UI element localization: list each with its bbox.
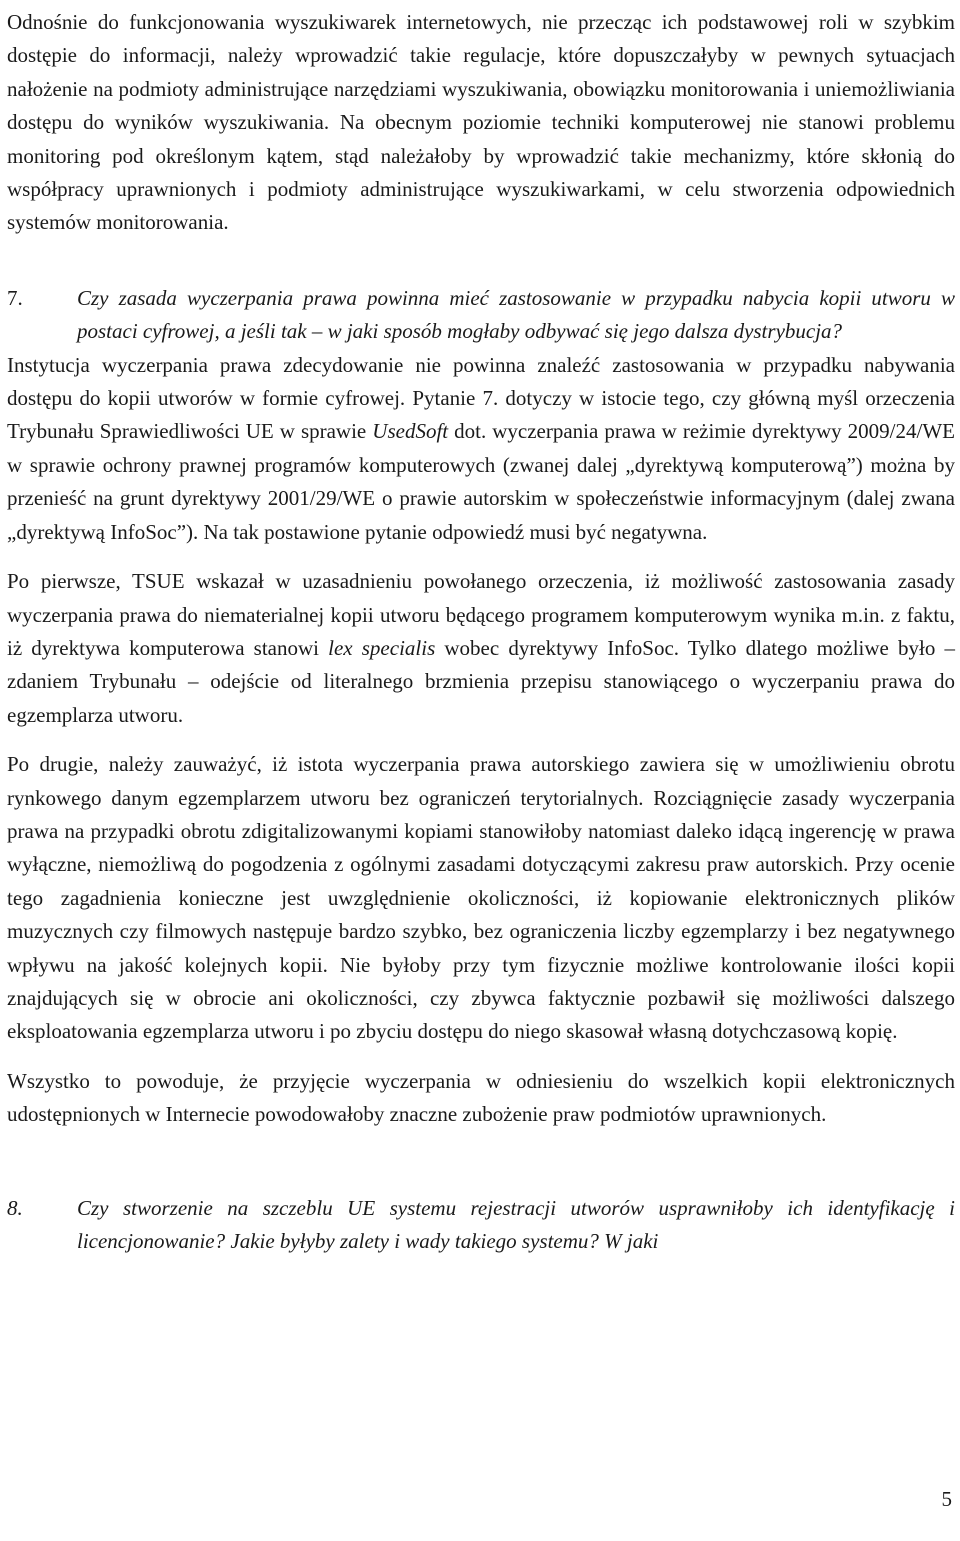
paragraph-first-argument-part1: Po pierwsze, TSUE wskazał w uzasadnieniu powołanego orzeczenia, iż możliwość zastosowania zasady wyczerpania prawa do niematerialnej kopii utworu będącego programem komputerowym wynika m.in. z faktu, iż dyrektywa komputerowa stanowi: [7, 569, 955, 660]
question-8-number: 8.: [7, 1195, 23, 1220]
paragraph-second-argument: Po drugie, należy zauważyć, iż istota wyczerpania prawa autorskiego zawiera się w umożliwieniu obrotu rynkowego danym egzemplarzem utworu bez ograniczeń terytorialnych. Rozciągnięcie zasady wyczerpania prawa na przypadki obrotu zdigitalizowanymi kopiami stanowiłoby natomiast daleko idącą ingerencję w prawa wyłączne, niemożliwą do pogodzenia z ogólnymi zasadami dotyczącymi zakresu praw autorskich. Przy ocenie tego zagadnienia konieczne jest uwzględnienie okoliczności, iż kopiowanie elektronicznych plików muzycznych czy filmowych następuje bardzo szybko, bez ograniczenia liczby egzemplarzy i bez negatywnego wpływu na jakość kolejnych kopii. Nie byłoby przy tym fizycznie możliwe kontrolowanie ilości kopii znajdujących się w obrocie ani okoliczności, czy zbywca faktycznie pozbawił się możliwości dalszego eksploatowania egzemplarza utworu i po zbyciu dostępu do niego skasował własną dotychczasową kopię.: [7, 752, 955, 1044]
paragraph-conclusion: Wszystko to powoduje, że przyjęcie wyczerpania w odniesieniu do wszelkich kopii elektronicznych udostępnionych w Internecie powodowałoby znaczne zubożenie praw podmiotów uprawnionych.: [7, 1068, 955, 1127]
question-8: [7, 1192, 955, 1259]
question-7-number: 7.: [7, 285, 23, 310]
question-7: [7, 282, 955, 349]
lex-specialis-term: lex specialis: [328, 635, 436, 660]
paragraph-first-argument: [7, 565, 955, 732]
paragraph-first-argument-part2: wobec dyrektywy InfoSoc. Tylko dlatego możliwe było – zdaniem Trybunału – odejście od literalnego brzmienia przepisu stanowiącego o wyczerpaniu prawa do egzemplarza utworu.: [7, 635, 955, 727]
usedsoft-case-name: UsedSoft: [372, 419, 449, 444]
paragraph-search-engines: Odnośnie do funkcjonowania wyszukiwarek internetowych, nie przecząc ich podstawowej roli w szybkim dostępie do informacji, należy wprowadzić takie regulacje, które dopuszczałyby w pewnych sytuacjach nałożenie na podmioty administrujące narzędziami wyszukiwania, obowiązku monitorowania i uniemożliwiania dostępu do wyników wyszukiwania. Na obecnym poziomie techniki komputerowej nie stanowi problemu monitoring pod określonym kątem, stąd należałoby by wprowadzić takie mechanizmy, które skłonią do współpracy uprawnionych i podmioty administrujące wyszukiwarkami, w celu stworzenia odpowiednich systemów monitorowania.: [7, 10, 955, 235]
question-8-text: Czy stworzenie na szczeblu UE systemu rejestracji utworów usprawniłoby ich identyfikację i licencjonowanie? Jakie byłyby zalety i wady takiego systemu? W jaki: [77, 1195, 955, 1253]
paragraph-exhaustion-part1: Instytucja wyczerpania prawa zdecydowanie nie powinna znaleźć zastosowania w przypadku nabywania dostępu do kopii utworów w formie cyfrowej. Pytanie 7. dotyczy w istocie tego, czy główną myśl orzeczenia Trybunału Sprawiedliwości UE w sprawie: [7, 352, 955, 444]
paragraph-exhaustion-part2: dot. wyczerpania prawa w reżimie dyrektywy 2009/24/WE w sprawie ochrony prawnej programów komputerowych (zwanej dalej „dyrektywą komputerową”) można by przenieść na grunt dyrektywy 2001/29/WE o prawie autorskim w społeczeństwie informacyjnym (dalej zwana „dyrektywą InfoSoc”). Na tak postawione pytanie odpowiedź musi być negatywna.: [7, 419, 955, 544]
page-content: [7, 6, 955, 1258]
paragraph-exhaustion-institution: [7, 349, 955, 549]
page-number: 5: [941, 1487, 952, 1511]
question-7-text: Czy zasada wyczerpania prawa powinna mieć zastosowanie w przypadku nabycia kopii utworu w postaci cyfrowej, a jeśli tak – w jaki sposób mogłaby odbywać się jego dalsza dystrybucja?: [77, 285, 955, 344]
